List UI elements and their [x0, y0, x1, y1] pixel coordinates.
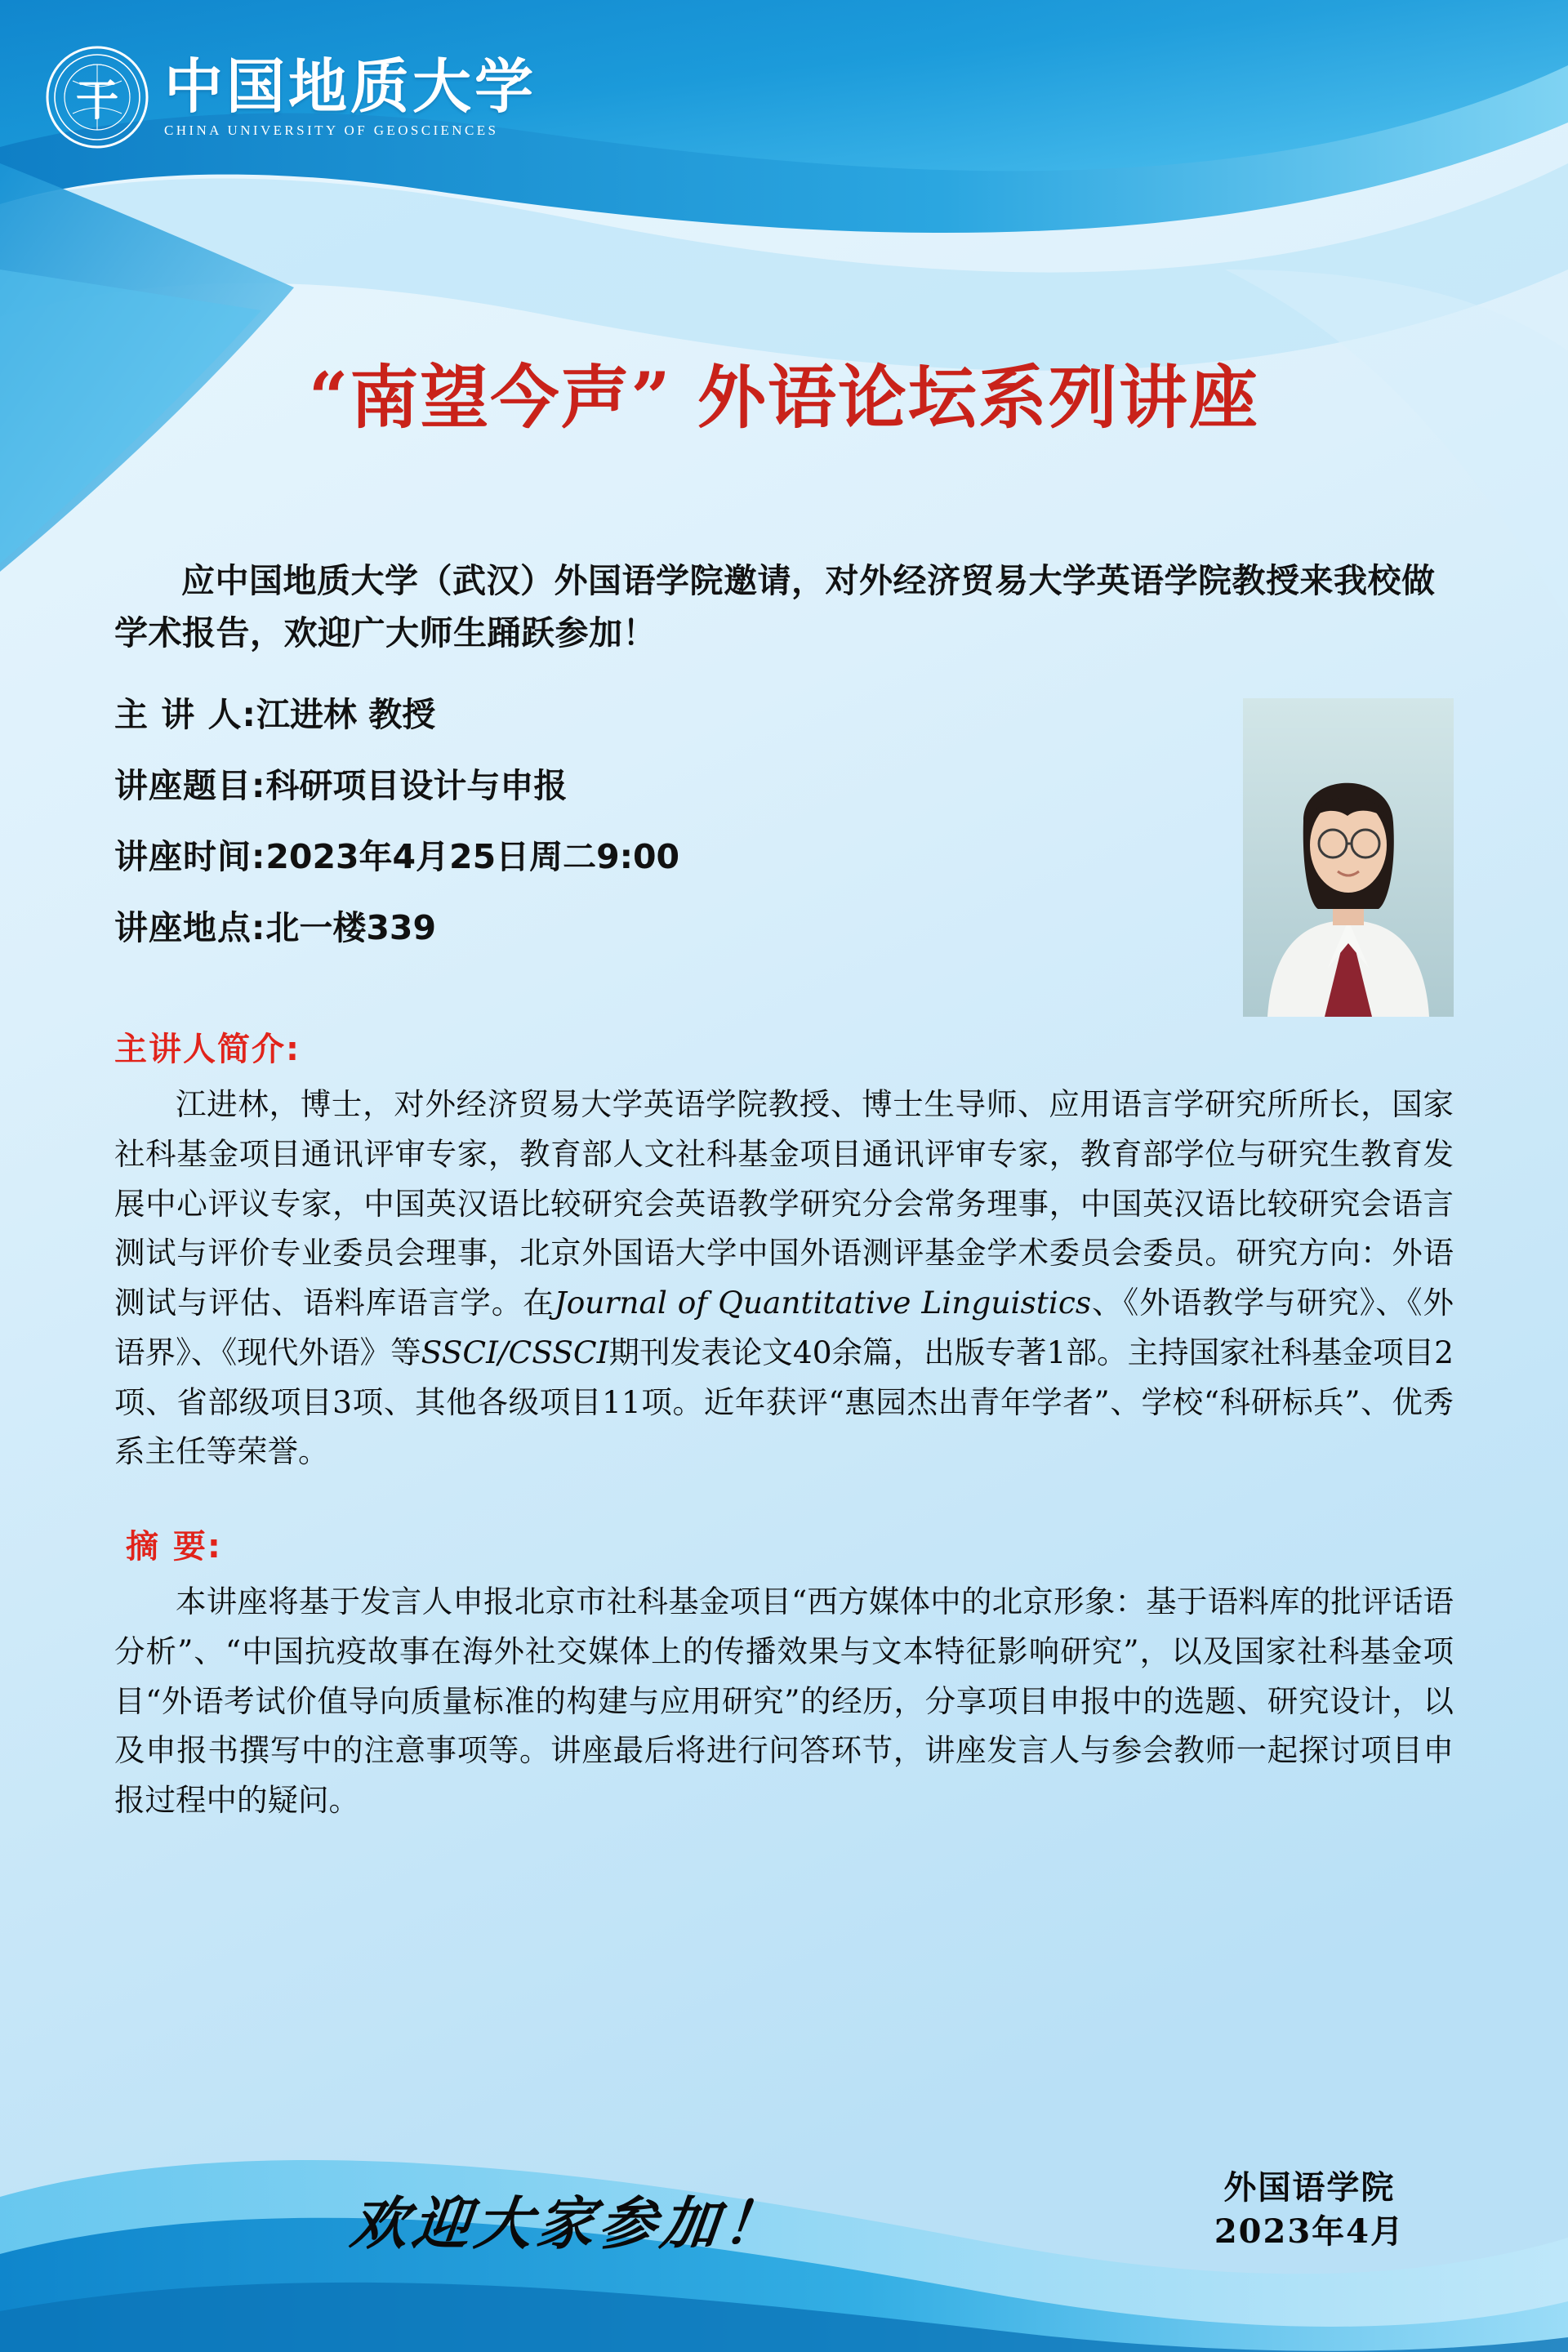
bio-paragraph [114, 1080, 1454, 1477]
bio-text-part2: 、《外语教学与研究》、《外语界》、《现代外语》等 [114, 1285, 1454, 1370]
speaker-portrait [1243, 698, 1454, 1017]
info-label-speaker: 主 讲 人: [114, 695, 256, 735]
abstract-paragraph: 本讲座将基于发言人申报北京市社科基金项目“西方媒体中的北京形象：基于语料库的批评话语分析”、“中国抗疫故事在海外社交媒体上的传播效果与文本特征影响研究”，以及国家社科基金项目“外语考试价值导向质量标准的构建与应用研究”的经历，分享项目申报中的选题、研究设计，以及申报书撰写中的注意事项等。讲座最后将进行问答环节，讲座发言人与参会教师一起探讨项目申报过程中的疑问。 [114, 1584, 1454, 1819]
title-block [0, 343, 1568, 442]
info-line-venue [114, 908, 1086, 948]
svg-text:干: 干 [75, 76, 119, 126]
brand-text [164, 51, 537, 139]
signature-date: 2023年4月 [1214, 2212, 1405, 2251]
info-value-time: 2023年4月25日周二9:00 [265, 837, 680, 877]
university-name-en: CHINA UNIVERSITY OF GEOSCIENCES [164, 122, 499, 138]
bio-index-italic: SSCI/CSSCI [421, 1334, 609, 1370]
bio-heading: 主讲人简介: [114, 1031, 301, 1069]
bio-text-part1: 江进林，博士，对外经济贸易大学英语学院教授、博士生导师、应用语言学研究所所长，国家社科基金项目通讯评审专家，教育部人文社科基金项目通讯评审专家，教育部学位与研究生教育发展中心评议专家，中国英汉语比较研究会英语教学研究分会常务理事，中国英汉语比较研究会语言测试与评价专业委员会理事，北京外国语大学中国外语测评基金学术委员会委员。研究方向：外语测试与评估、语料库语言学。在 [114, 1086, 1454, 1321]
university-name-cn: 中国地质大学 [164, 51, 537, 122]
university-seal-icon [45, 45, 149, 149]
info-line-time [114, 837, 1086, 877]
info-value-speaker: 江进林 教授 [256, 695, 436, 735]
organizer-name: 外国语学院 [1223, 2168, 1396, 2207]
page-title: “南望今声” 外语论坛系列讲座 [309, 357, 1259, 438]
welcome-text: 欢迎大家参加！ [347, 2189, 789, 2257]
info-label-topic: 讲座题目: [114, 766, 266, 806]
welcome-block [347, 2178, 789, 2261]
intro-paragraph: 应中国地质大学（武汉）外国语学院邀请，对外经济贸易大学英语学院教授来我校做学术报告，欢迎广大师生踊跃参加！ [114, 561, 1436, 653]
info-value-topic: 科研项目设计与申报 [265, 766, 568, 806]
info-label-time: 讲座时间: [114, 837, 266, 877]
info-line-speaker [114, 695, 1086, 735]
bio-text-part3: 期刊发表论文40余篇，出版专著1部。主持国家社科基金项目2项、省部级项目3项、其他各级项目11项。近年获评“惠园杰出青年学者”、学校“科研标兵”、优秀系主任等荣誉。 [114, 1334, 1454, 1470]
content-area [114, 555, 1454, 1825]
bio-journal-italic: Journal of Quantitative Linguistics [554, 1285, 1092, 1321]
brand-header [45, 45, 537, 149]
info-label-venue: 讲座地点: [114, 908, 266, 948]
signature-block [1214, 2166, 1405, 2254]
lecture-info-row [114, 695, 1454, 1017]
info-value-venue: 北一楼339 [265, 908, 436, 948]
lecture-info-list [114, 695, 1086, 948]
abstract-heading: 摘 要: [126, 1528, 222, 1566]
info-line-topic [114, 766, 1086, 806]
